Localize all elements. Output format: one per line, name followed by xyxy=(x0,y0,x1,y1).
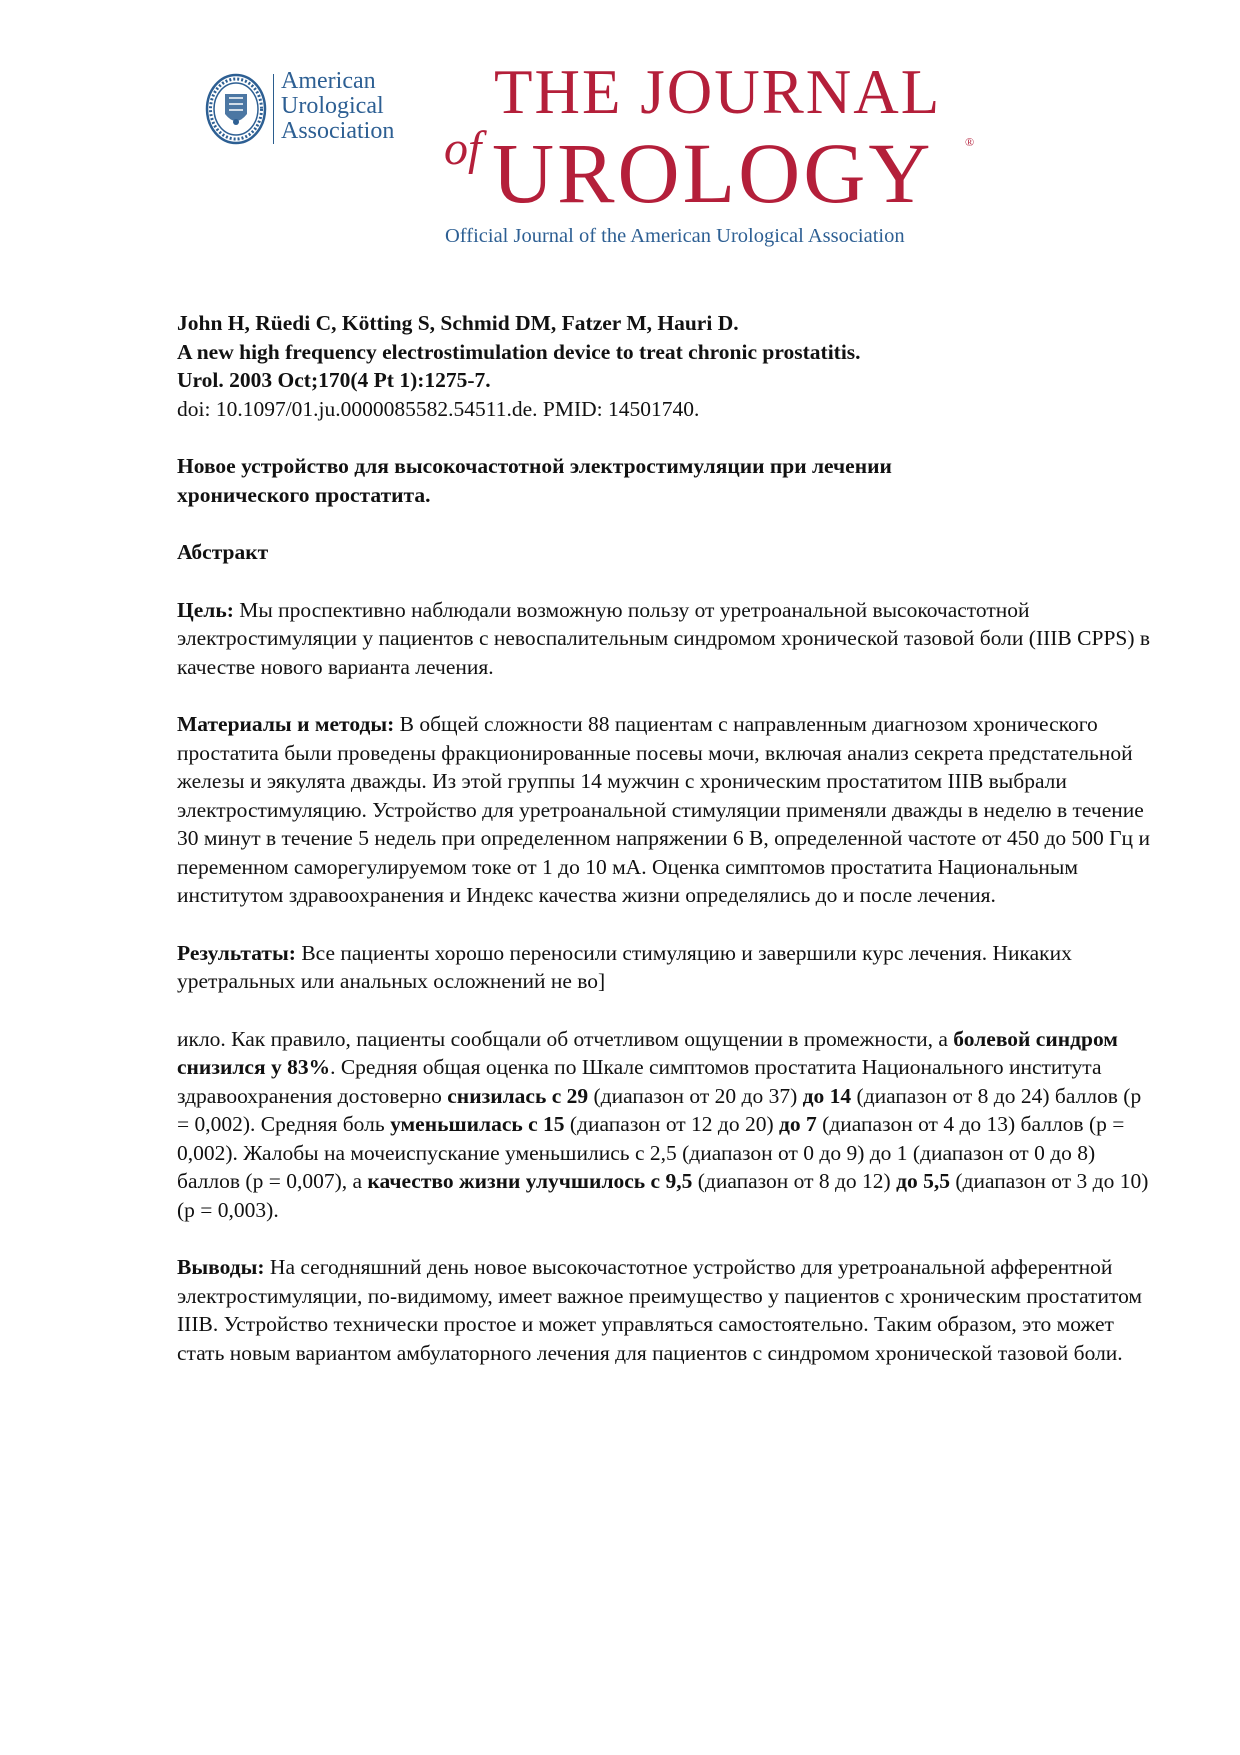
goal-text: Мы проспективно наблюдали возможную пользу от уретроанальной высокочастотной электростимуляции у пациентов с невоспалительным синдромом хронической тазовой боли (IIIB CPPS) в качестве нового варианта лечения. xyxy=(177,597,1151,679)
aua-line-2: Urological xyxy=(281,93,384,119)
translated-title xyxy=(177,452,1157,509)
translated-title-line2: хронического простатита. xyxy=(177,482,431,507)
journal-title-line2: UROLOGY xyxy=(492,125,934,221)
aua-seal-icon xyxy=(205,72,267,146)
results-bold-4: уменьшилась с 15 xyxy=(390,1112,565,1136)
conclusions-paragraph xyxy=(177,1253,1157,1367)
journal-title-of: of xyxy=(444,122,482,175)
conclusions-label: Выводы: xyxy=(177,1255,265,1279)
results-label: Результаты: xyxy=(177,940,296,965)
aua-line-1: American xyxy=(281,68,376,94)
registered-mark: ® xyxy=(965,135,975,149)
aua-line-3: Association xyxy=(281,118,395,144)
results-cont-2: . Средняя общая оценка по Шкале симптомов простатита Национального института здравоохранения достоверно xyxy=(177,1055,1102,1108)
results-paragraph xyxy=(177,939,1157,996)
results-bold-6: качество жизни улучшилось с 9,5 xyxy=(367,1169,693,1193)
journal-title-line1: THE JOURNAL xyxy=(494,57,942,127)
methods-label: Материалы и методы: xyxy=(177,712,395,736)
document-body xyxy=(177,309,1157,1367)
results-cont-4: (диапазон от 8 до 24) баллов (p = 0,002). Средняя боль xyxy=(177,1083,1142,1136)
citation-source: Urol. 2003 Oct;170(4 Pt 1):1275-7. xyxy=(177,368,491,392)
methods-paragraph xyxy=(177,710,1157,910)
page-header xyxy=(0,0,1240,270)
goal-label: Цель: xyxy=(177,597,234,622)
translated-title-line1: Новое устройство для высокочастотной электростимуляции при лечении xyxy=(177,454,892,478)
results-cont-3: (диапазон от 20 до 37) xyxy=(588,1083,803,1108)
results-cont-8: (диапазон от 3 до 10) (p = 0,003). xyxy=(177,1169,1149,1222)
results-continuation xyxy=(177,1025,1157,1225)
citation-authors: John H, Rüedi C, Kötting S, Schmid DM, Fatzer M, Hauri D. xyxy=(177,311,739,335)
results-cont-7: (диапазон от 8 до 12) xyxy=(692,1169,897,1193)
aua-name xyxy=(281,69,394,144)
results-bold-1: болевой синдром снизился у 83% xyxy=(177,1026,1118,1079)
journal-tagline: Official Journal of the American Urological Association xyxy=(445,225,905,247)
results-cont-5: (диапазон от 12 до 20) xyxy=(564,1112,780,1136)
results-cont-1: икло. Как правило, пациенты сообщали об отчетливом ощущении в промежности, а xyxy=(177,1026,954,1051)
conclusions-text: На сегодняшний день новое высокочастотное устройство для уретроанальной афферентной электростимуляции, по-видимому, имеет важное преимущество у пациентов с хроническим простатитом IIIB. Устройство технически простое и может управляться самостоятельно. Таким образом, это может стать новым вариантом амбулаторного лечения для пациентов с синдромом хронической тазовой боли. xyxy=(177,1255,1143,1365)
results-bold-5: до 7 xyxy=(779,1112,817,1136)
citation-doi: doi: 10.1097/01.ju.0000085582.54511.de. PMID: 14501740. xyxy=(177,396,700,421)
results-bold-3: до 14 xyxy=(802,1083,852,1108)
aua-logo xyxy=(205,68,405,148)
citation-title: A new high frequency electrostimulation device to treat chronic prostatitis. xyxy=(177,339,861,364)
results-cont-6: (диапазон от 4 до 13) баллов (p = 0,002). Жалобы на мочеиспускание уменьшились с 2,5 (диапазон от 0 до 9) до 1 (диапазон от 0 до 8) баллов (p = 0,007), а xyxy=(177,1112,1125,1193)
results-bold-7: до 5,5 xyxy=(896,1169,950,1193)
goal-paragraph xyxy=(177,596,1157,682)
aua-divider xyxy=(273,74,274,144)
results-bold-2: снизилась с 29 xyxy=(447,1083,589,1108)
journal-masthead xyxy=(440,55,980,255)
results-text: Все пациенты хорошо переносили стимуляцию и завершили курс лечения. Никаких уретральных или анальных осложнений не во] xyxy=(177,940,1072,993)
methods-text: В общей сложности 88 пациентам с направленным диагнозом хронического простатита были проведены фракционированные посевы мочи, включая анализ секрета предстательной железы и эякулята дважды. Из этой группы 14 мужчин с хроническим простатитом IIIB выбрали электростимуляцию. Устройство для уретроанальной стимуляции применяли дважды в неделю в течение 30 минут в течение 5 недель при определенном напряжении 6 В, определенной частоте от 450 до 500 Гц и переменном саморегулируемом токе от 1 до 10 мА. Оценка симптомов простатита Национальным институтом здравоохранения и Индекс качества жизни определялись до и после лечения. xyxy=(177,712,1150,907)
abstract-heading: Абстракт xyxy=(177,540,269,564)
citation xyxy=(177,309,1157,423)
